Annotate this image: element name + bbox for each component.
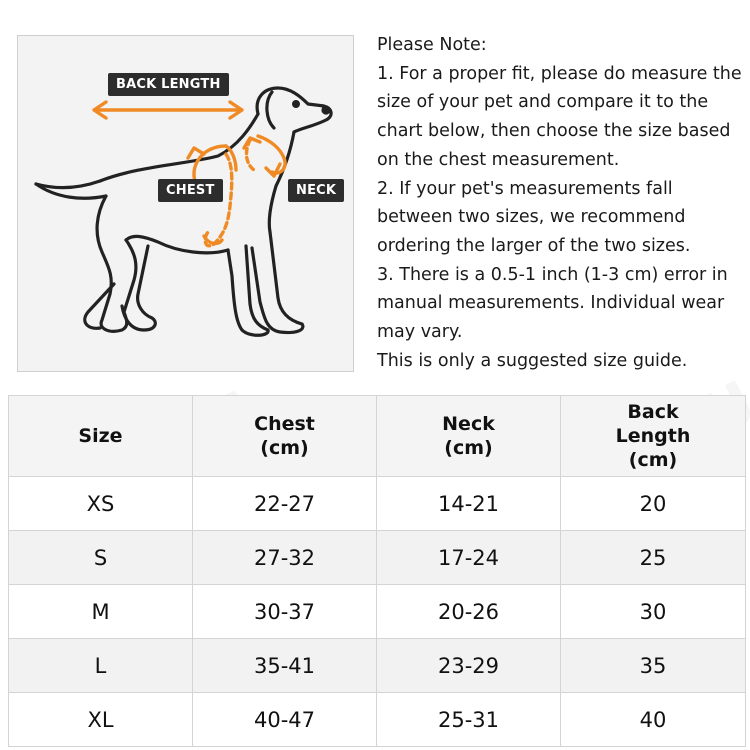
cell-neck: 23-29: [377, 639, 561, 693]
back-length-label: BACK LENGTH: [108, 73, 229, 96]
header-size: Size: [9, 396, 193, 477]
notes-footer: This is only a suggested size guide.: [377, 350, 688, 371]
cell-back-length: 30: [561, 585, 746, 639]
cell-size: M: [9, 585, 193, 639]
table-header-row: [9, 396, 746, 477]
table-row: [9, 531, 746, 585]
note-item-1: 1. For a proper fit, please do measure the size of your pet and compare it to the chart below, then choose the size based on the chest measurement.: [377, 63, 742, 170]
header-neck: Neck (cm): [377, 396, 561, 477]
cell-neck: 17-24: [377, 531, 561, 585]
header-back-length: Back Length (cm): [561, 396, 746, 477]
table-row: [9, 639, 746, 693]
notes-heading: Please Note:: [377, 35, 487, 55]
cell-chest: 27-32: [193, 531, 377, 585]
cell-chest: 22-27: [193, 477, 377, 531]
cell-back-length: 40: [561, 693, 746, 747]
size-notes: [377, 31, 745, 375]
cell-chest: 35-41: [193, 639, 377, 693]
cell-back-length: 25: [561, 531, 746, 585]
cell-back-length: 35: [561, 639, 746, 693]
cell-chest: 30-37: [193, 585, 377, 639]
note-item-2: 2. If your pet's measurements fall between two sizes, we recommend ordering the larger of the two sizes.: [377, 178, 691, 256]
table-row: [9, 585, 746, 639]
cell-neck: 20-26: [377, 585, 561, 639]
cell-size: L: [9, 639, 193, 693]
cell-back-length: 20: [561, 477, 746, 531]
cell-neck: 14-21: [377, 477, 561, 531]
neck-label: NECK: [288, 179, 344, 202]
size-chart-table: [8, 395, 746, 747]
table-row: [9, 477, 746, 531]
cell-chest: 40-47: [193, 693, 377, 747]
cell-size: XL: [9, 693, 193, 747]
chest-label: CHEST: [158, 179, 223, 202]
header-chest: Chest (cm): [193, 396, 377, 477]
table-row: [9, 693, 746, 747]
note-item-3: 3. There is a 0.5-1 inch (1-3 cm) error in manual measurements. Individual wear may vary.: [377, 264, 728, 343]
cell-neck: 25-31: [377, 693, 561, 747]
dog-measurement-illustration: [17, 35, 354, 372]
cell-size: S: [9, 531, 193, 585]
cell-size: XS: [9, 477, 193, 531]
